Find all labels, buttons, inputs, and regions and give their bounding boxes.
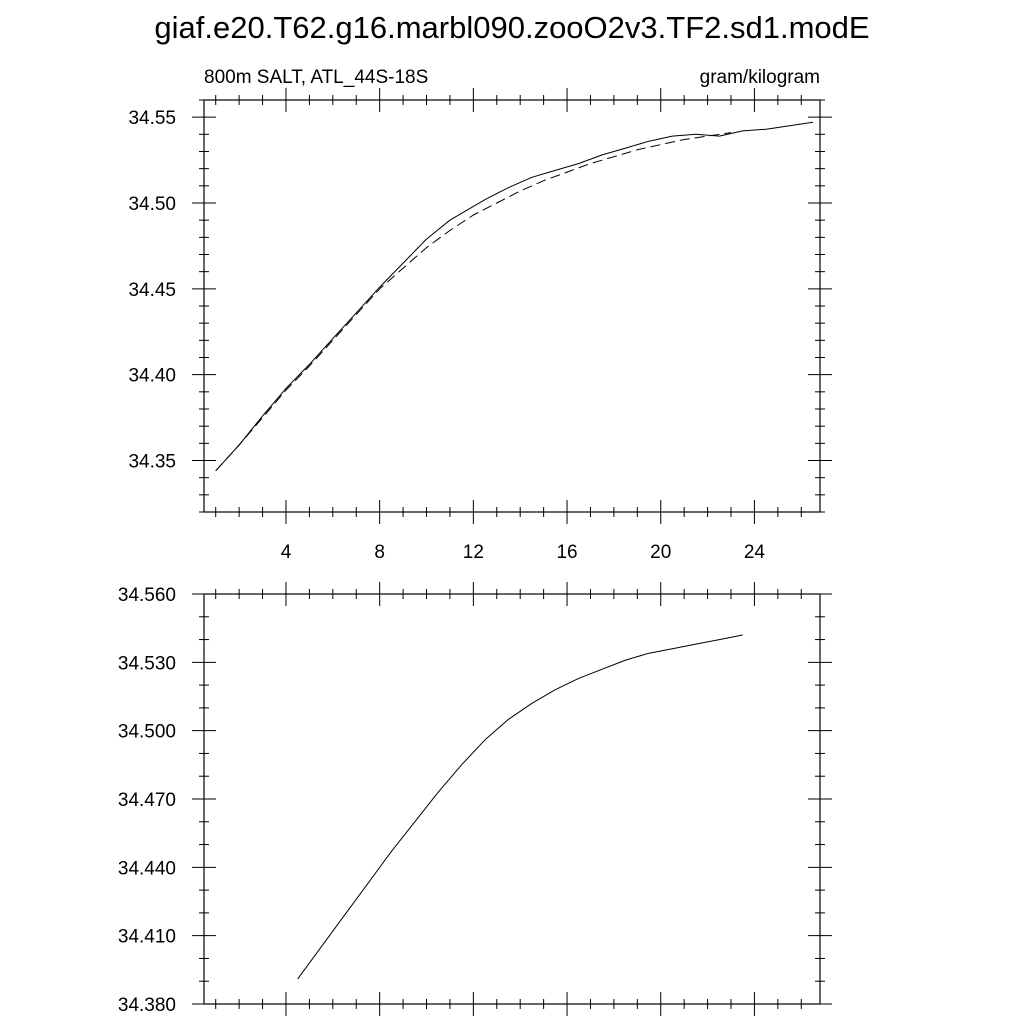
x-tick-label: 24: [743, 542, 765, 563]
x-tick-label: 8: [374, 542, 385, 563]
panel-1-plot: [128, 88, 832, 563]
y-tick-label: 34.50: [128, 194, 176, 215]
series-line-1: [298, 635, 743, 979]
x-tick-label: 12: [462, 542, 484, 563]
chart-title: giaf.e20.T62.g16.marbl090.zooO2v3.TF2.sd1.modE: [154, 10, 870, 45]
y-tick-label: 34.440: [117, 858, 176, 880]
panel-1-frame: [204, 100, 820, 512]
y-tick-label: 34.380: [117, 995, 176, 1016]
panel-1-left-label: 800m SALT, ATL_44S-18S: [204, 67, 429, 88]
series-line-1: [216, 122, 813, 471]
series-line-2: [216, 133, 731, 471]
panel-2-plot: [118, 582, 832, 1016]
y-tick-label: 34.500: [117, 721, 176, 743]
x-tick-label: 20: [650, 542, 672, 563]
y-tick-label: 34.410: [117, 926, 176, 948]
y-tick-label: 34.560: [117, 585, 176, 606]
panel-2-frame: [204, 594, 820, 1004]
y-tick-label: 34.35: [128, 451, 176, 473]
y-tick-label: 34.45: [128, 279, 176, 301]
y-tick-label: 34.470: [117, 790, 176, 811]
x-tick-label: 4: [280, 542, 292, 563]
panel-1-units-label: gram/kilogram: [699, 67, 820, 88]
y-tick-label: 34.40: [128, 365, 176, 387]
y-tick-label: 34.530: [117, 653, 176, 675]
y-tick-label: 34.55: [128, 108, 176, 130]
x-tick-label: 16: [556, 542, 578, 563]
